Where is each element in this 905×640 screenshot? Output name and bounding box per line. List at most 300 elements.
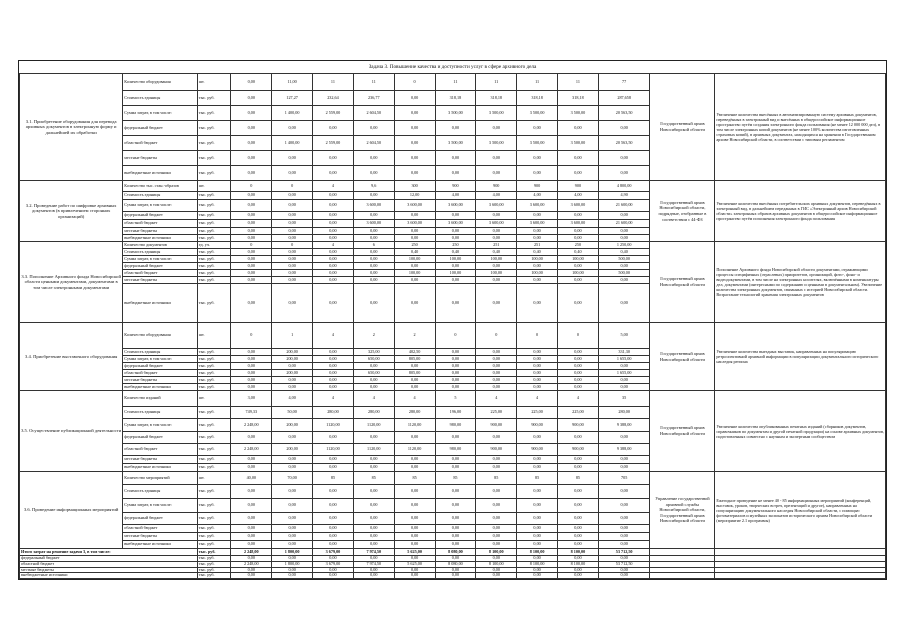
value-cell: 0,00 bbox=[394, 363, 435, 370]
value-cell: 0,00 bbox=[435, 363, 476, 370]
value-cell: 705 bbox=[598, 472, 650, 485]
value-cell: 3 500,00 bbox=[476, 136, 517, 151]
value-cell: 0,00 bbox=[558, 212, 599, 220]
total-value-cell: 0,00 bbox=[231, 567, 272, 573]
value-cell: 0,00 bbox=[272, 513, 313, 525]
value-cell: 0,00 bbox=[313, 212, 354, 220]
value-cell: 0,00 bbox=[353, 151, 394, 166]
value-cell: 11 bbox=[313, 74, 354, 91]
value-cell: 0,00 bbox=[231, 377, 272, 384]
value-cell: 2 559,00 bbox=[313, 136, 354, 151]
value-cell: 0,00 bbox=[476, 432, 517, 444]
value-cell: 0,00 bbox=[231, 151, 272, 166]
value-cell: 900 bbox=[435, 181, 476, 192]
value-cell: 4 bbox=[313, 242, 354, 249]
value-cell: 318,18 bbox=[558, 91, 599, 106]
value-cell: 0,00 bbox=[435, 377, 476, 384]
value-cell: 0,00 bbox=[394, 235, 435, 242]
value-cell: 0,40 bbox=[435, 249, 476, 256]
value-cell: 0 bbox=[231, 323, 272, 349]
indicator-cell: Количество тыс. стан.-образов bbox=[123, 181, 197, 192]
value-cell: 0,00 bbox=[517, 228, 558, 235]
value-cell: 200,00 bbox=[272, 349, 313, 356]
total-label-cell: внебюджетные источники bbox=[20, 573, 198, 579]
value-cell: 6 bbox=[353, 242, 394, 249]
total-value-cell: 3 679,00 bbox=[313, 561, 354, 567]
value-cell: 0,00 bbox=[394, 464, 435, 472]
unit-cell: шт. bbox=[197, 391, 231, 407]
value-cell: 0,00 bbox=[272, 456, 313, 464]
value-cell: 0,00 bbox=[517, 277, 558, 284]
value-cell: 0,00 bbox=[517, 485, 558, 499]
value-cell: 0,00 bbox=[394, 533, 435, 541]
total-value-cell: 8 100,00 bbox=[558, 561, 599, 567]
total-value-cell: 0,00 bbox=[394, 556, 435, 562]
value-cell: 0,00 bbox=[558, 384, 599, 391]
indicator-cell: Количество документов bbox=[123, 242, 197, 249]
total-value-cell: 0,00 bbox=[394, 567, 435, 573]
value-cell: 1 655,00 bbox=[598, 370, 650, 377]
total-value-cell: 0,00 bbox=[517, 567, 558, 573]
value-cell: 100,00 bbox=[394, 256, 435, 263]
value-cell: 0 bbox=[231, 181, 272, 192]
value-cell: 0,00 bbox=[435, 541, 476, 549]
value-cell: 4 bbox=[353, 391, 394, 407]
total-value-cell: 0,00 bbox=[272, 556, 313, 562]
value-cell: 0,00 bbox=[476, 363, 517, 370]
indicator-cell: областной бюджет bbox=[123, 136, 197, 151]
value-cell: 0,00 bbox=[272, 499, 313, 513]
unit-cell: тыс. руб. bbox=[197, 363, 231, 370]
total-value-cell: 0,00 bbox=[476, 556, 517, 562]
unit-cell: тыс. руб. bbox=[197, 349, 231, 356]
activity-cell: 3.3. Пополнение Архивного фонда Новосибирской области ценными документами, документами в том числе электронными документами bbox=[20, 242, 123, 323]
value-cell: 0,00 bbox=[272, 212, 313, 220]
executor-cell: Государственный архив Новосибирской области, подрядные, отобранные в соответствии с 44-ФЗ bbox=[650, 181, 715, 242]
value-cell: 0,00 bbox=[517, 151, 558, 166]
total-value-cell: 0,00 bbox=[598, 567, 650, 573]
value-cell: 0,00 bbox=[353, 284, 394, 323]
indicator-cell: Стоимость единицы bbox=[123, 485, 197, 499]
value-cell: 0,00 bbox=[353, 485, 394, 499]
value-cell: 4,00 bbox=[476, 192, 517, 200]
value-cell: 0,40 bbox=[598, 249, 650, 256]
value-cell: 0,00 bbox=[231, 235, 272, 242]
total-value-cell: 2 248,00 bbox=[231, 549, 272, 556]
value-cell: 900 bbox=[476, 181, 517, 192]
value-cell: 0,00 bbox=[313, 485, 354, 499]
value-cell: 0,00 bbox=[272, 277, 313, 284]
value-cell: 0,00 bbox=[517, 370, 558, 377]
executor-cell: Государственный архив Новосибирской области bbox=[650, 242, 715, 323]
value-cell: 4 bbox=[313, 181, 354, 192]
value-cell: 85 bbox=[476, 472, 517, 485]
total-value-cell: 0,00 bbox=[476, 567, 517, 573]
value-cell: 0,00 bbox=[272, 200, 313, 212]
value-cell: 0,00 bbox=[476, 284, 517, 323]
value-cell: 4 bbox=[313, 391, 354, 407]
value-cell: 0,00 bbox=[598, 499, 650, 513]
value-cell: 318,18 bbox=[435, 91, 476, 106]
value-cell: 3 600,00 bbox=[353, 200, 394, 212]
value-cell: 318,18 bbox=[476, 91, 517, 106]
value-cell: 0,00 bbox=[517, 541, 558, 549]
value-cell: 3 500,00 bbox=[476, 106, 517, 121]
indicator-cell: Сумма затрат, в том числе: bbox=[123, 200, 197, 212]
total-value-cell: 8 100,00 bbox=[476, 561, 517, 567]
value-cell: 0,00 bbox=[353, 277, 394, 284]
value-cell: 0,00 bbox=[272, 121, 313, 136]
value-cell: 0,00 bbox=[313, 363, 354, 370]
indicator-cell: федеральный бюджет bbox=[123, 432, 197, 444]
value-cell: 1 400,00 bbox=[272, 106, 313, 121]
value-cell: 85 bbox=[313, 472, 354, 485]
executor-cell: Государственный архив Новосибирской области bbox=[650, 74, 715, 181]
value-cell: 0,00 bbox=[231, 263, 272, 270]
value-cell: 500,00 bbox=[598, 256, 650, 263]
total-value-cell: 0,00 bbox=[435, 556, 476, 562]
value-cell: 900 bbox=[517, 181, 558, 192]
value-cell: 0,00 bbox=[313, 192, 354, 200]
value-cell: 0,00 bbox=[272, 270, 313, 277]
total-value-cell: 0,00 bbox=[598, 573, 650, 579]
value-cell: 2 604,50 bbox=[353, 136, 394, 151]
value-cell: 0,00 bbox=[558, 464, 599, 472]
value-cell: 0,00 bbox=[353, 384, 394, 391]
value-cell: 11 bbox=[517, 74, 558, 91]
value-cell: 0 bbox=[517, 323, 558, 349]
value-cell: 0,00 bbox=[313, 356, 354, 363]
value-cell: 250 bbox=[394, 242, 435, 249]
value-cell: 0,00 bbox=[272, 284, 313, 323]
value-cell: 100,00 bbox=[476, 256, 517, 263]
value-cell: 0,00 bbox=[394, 525, 435, 533]
value-cell: 0,00 bbox=[598, 456, 650, 464]
value-cell: 0,00 bbox=[435, 349, 476, 356]
value-cell: 0,00 bbox=[517, 432, 558, 444]
value-cell: 0,00 bbox=[598, 464, 650, 472]
unit-cell: тыс. руб. bbox=[197, 407, 231, 419]
value-cell: 11 bbox=[476, 74, 517, 91]
value-cell: 0 bbox=[435, 323, 476, 349]
value-cell: 0,00 bbox=[313, 370, 354, 377]
value-cell: 2 bbox=[353, 323, 394, 349]
unit-cell: шт. bbox=[197, 74, 231, 91]
total-value-cell: 1 800,00 bbox=[272, 549, 313, 556]
unit-cell: тыс. руб. bbox=[197, 525, 231, 533]
expected-result-cell: Увеличение количества опубликованных печатных изданий (сборников документов, справочников по документам и другой печатной продукции) на основе архивных документов, подготовленных совместно с научным и экспертным сообществом bbox=[715, 391, 886, 472]
value-cell: 0,00 bbox=[394, 91, 435, 106]
value-cell: 0,00 bbox=[353, 121, 394, 136]
total-value-cell: 0,00 bbox=[353, 556, 394, 562]
value-cell: 0,00 bbox=[598, 513, 650, 525]
table-row bbox=[20, 323, 886, 349]
value-cell: 3 600,00 bbox=[353, 220, 394, 228]
value-cell: 0,00 bbox=[394, 106, 435, 121]
value-cell: 318,18 bbox=[517, 91, 558, 106]
value-cell: 0,00 bbox=[558, 525, 599, 533]
value-cell: 0,00 bbox=[231, 136, 272, 151]
value-cell: 0,00 bbox=[353, 166, 394, 181]
total-value-cell: 0,00 bbox=[353, 567, 394, 573]
value-cell: 200,00 bbox=[272, 370, 313, 377]
value-cell: 0,00 bbox=[231, 370, 272, 377]
value-cell: 2 bbox=[394, 323, 435, 349]
value-cell: 0,00 bbox=[476, 166, 517, 181]
total-value-cell: 7 974,50 bbox=[353, 549, 394, 556]
value-cell: 0,00 bbox=[394, 485, 435, 499]
indicator-cell: областной бюджет bbox=[123, 444, 197, 456]
value-cell: 0,00 bbox=[517, 377, 558, 384]
value-cell: 1120,00 bbox=[394, 444, 435, 456]
value-cell: 0,00 bbox=[231, 91, 272, 106]
value-cell: 21 600,00 bbox=[598, 200, 650, 212]
unit-cell: тыс. руб. bbox=[197, 228, 231, 235]
unit-cell: тыс. руб. bbox=[197, 136, 231, 151]
indicator-cell: Сумма затрат, в том числе: bbox=[123, 499, 197, 513]
value-cell: 0,00 bbox=[272, 249, 313, 256]
value-cell: 0,00 bbox=[313, 349, 354, 356]
value-cell: 900,00 bbox=[476, 444, 517, 456]
value-cell: 20 563,50 bbox=[598, 106, 650, 121]
total-value-cell: 0,00 bbox=[272, 573, 313, 579]
table-row bbox=[20, 74, 886, 91]
value-cell: 9 388,00 bbox=[598, 444, 650, 456]
value-cell: 280,00 bbox=[313, 407, 354, 419]
unit-cell: тыс. руб. bbox=[197, 166, 231, 181]
value-cell: 287,658 bbox=[598, 91, 650, 106]
value-cell: 0,00 bbox=[435, 228, 476, 235]
value-cell: 0,00 bbox=[517, 121, 558, 136]
indicator-cell: федеральный бюджет bbox=[123, 263, 197, 270]
total-value-cell: 8 100,00 bbox=[517, 549, 558, 556]
unit-cell: тыс. руб. bbox=[197, 192, 231, 200]
value-cell: 0,00 bbox=[231, 284, 272, 323]
value-cell: 100,00 bbox=[558, 256, 599, 263]
value-cell: 0,00 bbox=[558, 499, 599, 513]
unit-cell: тыс. руб. bbox=[197, 485, 231, 499]
value-cell: 0,00 bbox=[476, 485, 517, 499]
value-cell: 0,00 bbox=[598, 541, 650, 549]
value-cell: 3 600,00 bbox=[435, 200, 476, 212]
value-cell: 0,00 bbox=[598, 235, 650, 242]
indicator-cell: внебюджетные источники bbox=[123, 235, 197, 242]
executor-cell: Управление государственной архивной службы Новосибирской области, Государственный архив Новосибирской области bbox=[650, 472, 715, 549]
value-cell: 805,00 bbox=[394, 370, 435, 377]
value-cell: 0,00 bbox=[313, 256, 354, 263]
value-cell: 0,00 bbox=[231, 249, 272, 256]
value-cell: 100,00 bbox=[517, 270, 558, 277]
value-cell: 0,00 bbox=[313, 284, 354, 323]
value-cell: 0,00 bbox=[353, 499, 394, 513]
value-cell: 0,00 bbox=[558, 363, 599, 370]
unit-cell: тыс. руб. bbox=[197, 456, 231, 464]
total-row bbox=[20, 573, 886, 579]
value-cell: 0,00 bbox=[313, 151, 354, 166]
value-cell: 0,00 bbox=[435, 284, 476, 323]
value-cell: 0,00 bbox=[231, 106, 272, 121]
value-cell: 300 bbox=[394, 181, 435, 192]
value-cell: 0,00 bbox=[313, 263, 354, 270]
total-value-cell: 53 712,50 bbox=[598, 561, 650, 567]
value-cell: 5,00 bbox=[598, 323, 650, 349]
value-cell: 0,00 bbox=[313, 377, 354, 384]
value-cell: 0,00 bbox=[231, 432, 272, 444]
value-cell: 4,90 bbox=[598, 192, 650, 200]
value-cell: 5 bbox=[435, 391, 476, 407]
value-cell: 0,00 bbox=[272, 228, 313, 235]
value-cell: 0,00 bbox=[272, 432, 313, 444]
value-cell: 325,00 bbox=[353, 349, 394, 356]
value-cell: 0,00 bbox=[435, 166, 476, 181]
total-value-cell: 0,00 bbox=[313, 556, 354, 562]
value-cell: 236,77 bbox=[353, 91, 394, 106]
value-cell: 0,00 bbox=[517, 166, 558, 181]
table-row bbox=[20, 391, 886, 407]
value-cell: 0,00 bbox=[394, 377, 435, 384]
value-cell: 0,00 bbox=[272, 384, 313, 391]
value-cell: 0,00 bbox=[272, 525, 313, 533]
total-value-cell: 0,00 bbox=[272, 567, 313, 573]
value-cell: 0,00 bbox=[435, 456, 476, 464]
value-cell: 0,00 bbox=[517, 499, 558, 513]
value-cell: 0,00 bbox=[313, 513, 354, 525]
value-cell: 805,00 bbox=[394, 356, 435, 363]
value-cell: 900,00 bbox=[558, 419, 599, 432]
value-cell: 0,00 bbox=[231, 541, 272, 549]
value-cell: 0 bbox=[231, 242, 272, 249]
value-cell: 0,00 bbox=[517, 235, 558, 242]
value-cell: 900,00 bbox=[517, 444, 558, 456]
value-cell: 11 bbox=[353, 74, 394, 91]
value-cell: 331,30 bbox=[598, 349, 650, 356]
unit-cell: тыс. руб. bbox=[197, 377, 231, 384]
indicator-cell: областной бюджет bbox=[123, 370, 197, 377]
value-cell: 0,00 bbox=[598, 377, 650, 384]
value-cell: 3 500,00 bbox=[517, 106, 558, 121]
value-cell: 0,00 bbox=[394, 432, 435, 444]
value-cell: 77 bbox=[598, 74, 650, 91]
value-cell: 0,00 bbox=[272, 363, 313, 370]
empty-cell bbox=[715, 549, 886, 556]
value-cell: 0,00 bbox=[313, 541, 354, 549]
value-cell: 0,00 bbox=[231, 356, 272, 363]
value-cell: 0,00 bbox=[272, 485, 313, 499]
unit-cell: тыс. руб. bbox=[197, 270, 231, 277]
value-cell: 0,00 bbox=[598, 432, 650, 444]
value-cell: 1 655,00 bbox=[598, 356, 650, 363]
value-cell: 0,00 bbox=[394, 263, 435, 270]
value-cell: 0,00 bbox=[272, 166, 313, 181]
table-row bbox=[20, 472, 886, 485]
total-value-cell: 0,00 bbox=[435, 567, 476, 573]
total-value-cell: 0,00 bbox=[558, 556, 599, 562]
value-cell: 0,00 bbox=[435, 533, 476, 541]
value-cell: 1120,00 bbox=[353, 419, 394, 432]
total-value-cell: 0,00 bbox=[598, 556, 650, 562]
value-cell: 0,00 bbox=[394, 212, 435, 220]
value-cell: 200,00 bbox=[272, 419, 313, 432]
unit-cell: тыс. руб. bbox=[197, 235, 231, 242]
unit-cell: тыс. руб. bbox=[197, 151, 231, 166]
value-cell: 0,00 bbox=[517, 456, 558, 464]
indicator-cell: Сумма затрат, в том числе: bbox=[123, 356, 197, 363]
value-cell: 900,00 bbox=[476, 419, 517, 432]
value-cell: 0,00 bbox=[313, 220, 354, 228]
value-cell: 0,00 bbox=[476, 384, 517, 391]
value-cell: 200,00 bbox=[272, 444, 313, 456]
value-cell: 0,00 bbox=[558, 541, 599, 549]
value-cell: 0,00 bbox=[476, 356, 517, 363]
indicator-cell: Стоимость единицы bbox=[123, 249, 197, 256]
value-cell: 225,00 bbox=[558, 407, 599, 419]
value-cell: 0,00 bbox=[353, 533, 394, 541]
total-value-cell: 0,00 bbox=[313, 573, 354, 579]
indicator-cell: внебюджетные источники bbox=[123, 464, 197, 472]
indicator-cell: областной бюджет bbox=[123, 525, 197, 533]
value-cell: 0,00 bbox=[435, 356, 476, 363]
value-cell: 0,00 bbox=[517, 212, 558, 220]
unit-cell: тыс. руб. bbox=[197, 91, 231, 106]
total-label-cell: местные бюджеты bbox=[20, 567, 198, 573]
value-cell: 0,00 bbox=[435, 525, 476, 533]
value-cell: 0,00 bbox=[231, 525, 272, 533]
indicator-cell: Количество мероприятий bbox=[123, 472, 197, 485]
unit-cell: тыс. руб. bbox=[197, 212, 231, 220]
unit-cell: тыс. руб. bbox=[197, 556, 231, 562]
value-cell: 0,00 bbox=[558, 166, 599, 181]
value-cell: 0,00 bbox=[394, 166, 435, 181]
value-cell: 40,00 bbox=[231, 472, 272, 485]
value-cell: 0,00 bbox=[394, 277, 435, 284]
value-cell: 0,00 bbox=[394, 541, 435, 549]
table-row bbox=[20, 242, 886, 249]
unit-cell: шт. bbox=[197, 323, 231, 349]
indicator-cell: Количество оборудования bbox=[123, 323, 197, 349]
value-cell: 100,00 bbox=[517, 256, 558, 263]
value-cell: 0,00 bbox=[558, 228, 599, 235]
value-cell: 0 bbox=[558, 323, 599, 349]
value-cell: 9 388,00 bbox=[598, 419, 650, 432]
value-cell: 100,00 bbox=[394, 270, 435, 277]
unit-cell: тыс. руб. bbox=[197, 220, 231, 228]
value-cell: 0,00 bbox=[435, 212, 476, 220]
value-cell: 0,00 bbox=[517, 356, 558, 363]
value-cell: 0,00 bbox=[435, 370, 476, 377]
value-cell: 0,00 bbox=[598, 166, 650, 181]
total-value-cell: 8 100,00 bbox=[558, 549, 599, 556]
value-cell: 3 600,00 bbox=[517, 220, 558, 228]
value-cell: 0,00 bbox=[231, 192, 272, 200]
value-cell: 0,00 bbox=[476, 499, 517, 513]
value-cell: 1120,00 bbox=[313, 419, 354, 432]
value-cell: 0,00 bbox=[353, 256, 394, 263]
value-cell: 650,00 bbox=[353, 356, 394, 363]
value-cell: 0,00 bbox=[313, 270, 354, 277]
total-value-cell: 5 625,00 bbox=[394, 561, 435, 567]
value-cell: 250 bbox=[435, 242, 476, 249]
total-value-cell: 0,00 bbox=[231, 573, 272, 579]
value-cell: 0,00 bbox=[435, 151, 476, 166]
value-cell: 85 bbox=[558, 472, 599, 485]
value-cell: 0,00 bbox=[558, 533, 599, 541]
value-cell: 0,00 bbox=[313, 277, 354, 284]
value-cell: 0,40 bbox=[558, 249, 599, 256]
value-cell: 0,00 bbox=[598, 228, 650, 235]
value-cell: 0,00 bbox=[476, 277, 517, 284]
value-cell: 0,00 bbox=[558, 377, 599, 384]
indicator-cell: Сумма затрат, в том числе: bbox=[123, 256, 197, 263]
